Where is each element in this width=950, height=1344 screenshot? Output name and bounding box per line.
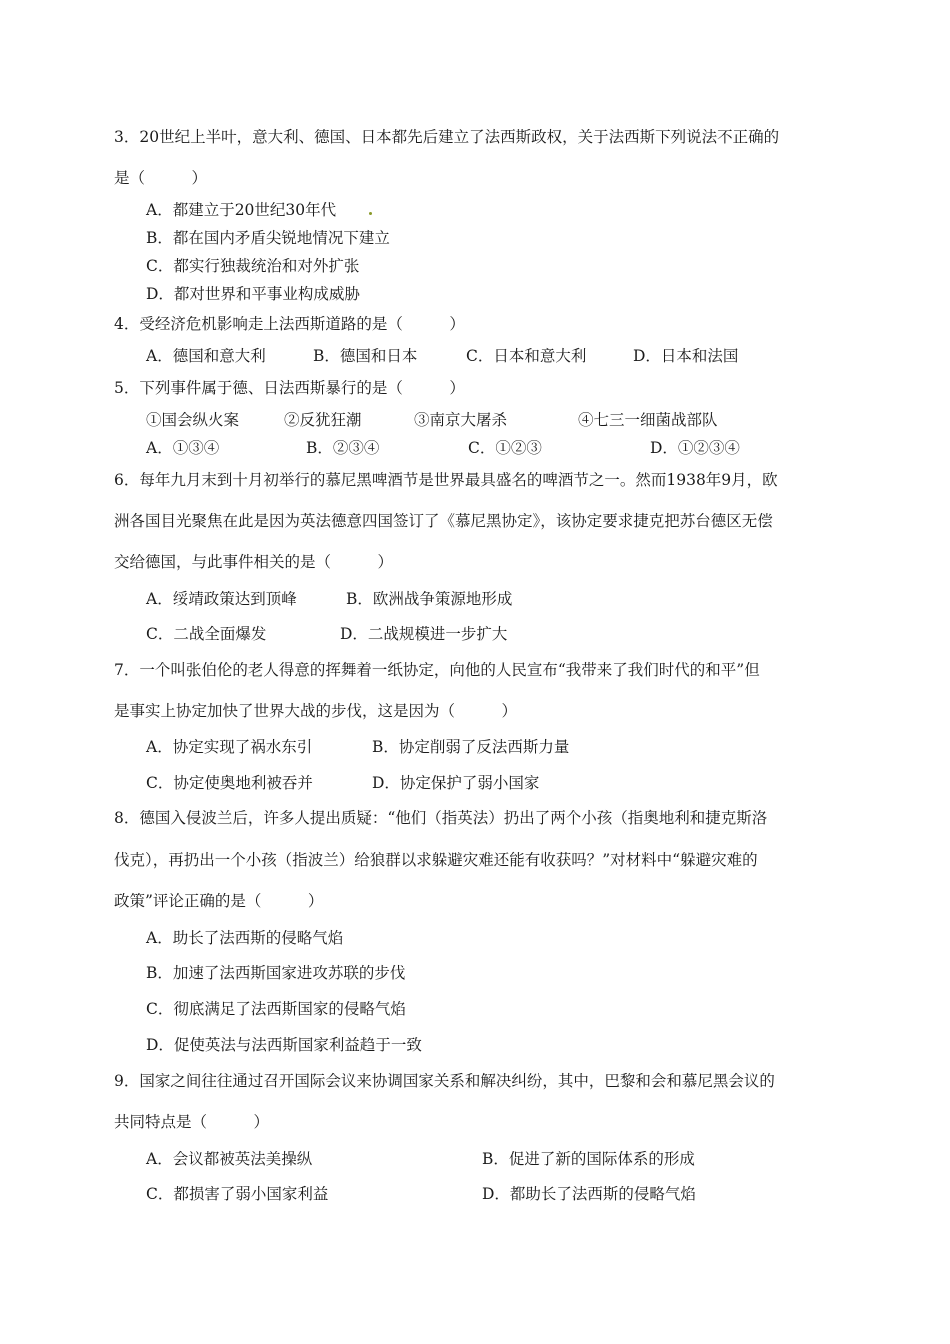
question-8-line-2: 伐克），再扔出一个小孩（指波兰）给狼群以求躲避灾难还能有收获吗？”对材料中“躲避灾难的 xyxy=(114,851,758,869)
question-6-option-d: D．二战规模进一步扩大 xyxy=(340,625,508,643)
question-9-line-2: 共同特点是（ ） xyxy=(114,1113,270,1131)
question-6-line-2: 洲各国目光聚焦在此是因为英法德意四国签订了《慕尼黑协定》，该协定要求捷克把苏台德区无偿 xyxy=(114,512,773,530)
question-9-option-a: A．会议都被英法美操纵 xyxy=(146,1150,313,1168)
question-7-option-c: C．协定使奥地利被吞并 xyxy=(146,774,313,792)
question-3-line-2: 是（ ） xyxy=(114,169,208,187)
question-5-option-b: B．②③④ xyxy=(306,439,380,457)
question-5-line-1: 5．下列事件属于德、日法西斯暴行的是（ ） xyxy=(114,379,465,397)
question-5-item-4: ④七三一细菌战部队 xyxy=(578,411,718,429)
question-8-option-a: A．助长了法西斯的侵略气焰 xyxy=(146,929,344,947)
question-6-option-a: A．绥靖政策达到顶峰 xyxy=(146,590,297,608)
question-6-line-1: 6．每年九月末到十月初举行的慕尼黑啤酒节是世界最具盛名的啤酒节之一。然而1938年9月，欧 xyxy=(114,471,778,489)
question-5-option-c: C．①②③ xyxy=(468,439,542,457)
question-7-option-d: D．协定保护了弱小国家 xyxy=(372,774,540,792)
question-7-line-2: 是事实上协定加快了世界大战的步伐，这是因为（ ） xyxy=(114,702,518,720)
question-4-option-d: D．日本和法国 xyxy=(633,347,739,365)
question-7-option-b: B．协定削弱了反法西斯力量 xyxy=(372,738,570,756)
question-5-option-d: D．①②③④ xyxy=(650,439,740,457)
stray-mark xyxy=(369,212,372,215)
question-6-option-b: B．欧洲战争策源地形成 xyxy=(346,590,513,608)
question-3-line-1: 3．20世纪上半叶，意大利、德国、日本都先后建立了法西斯政权，关于法西斯下列说法不正确的 xyxy=(114,128,780,146)
question-5-item-2: ②反犹狂潮 xyxy=(284,411,362,429)
question-5-item-1: ①国会纵火案 xyxy=(146,411,240,429)
question-8-option-d: D．促使英法与法西斯国家利益趋于一致 xyxy=(146,1036,422,1054)
question-4-line-1: 4．受经济危机影响走上法西斯道路的是（ ） xyxy=(114,315,465,333)
question-4-option-c: C．日本和意大利 xyxy=(466,347,587,365)
question-3-option-d: D．都对世界和平事业构成威胁 xyxy=(146,285,360,303)
question-9-option-b: B．促进了新的国际体系的形成 xyxy=(482,1150,695,1168)
question-8-line-3: 政策”评论正确的是（ ） xyxy=(114,892,324,910)
question-4-option-a: A．德国和意大利 xyxy=(146,347,266,365)
question-5-item-3: ③南京大屠杀 xyxy=(414,411,508,429)
question-5-option-a: A．①③④ xyxy=(146,439,220,457)
question-9-option-d: D．都助长了法西斯的侵略气焰 xyxy=(482,1185,696,1203)
question-6-line-3: 交给德国，与此事件相关的是（ ） xyxy=(114,553,394,571)
question-7-line-1: 7．一个叫张伯伦的老人得意的挥舞着一纸协定，向他的人民宣布“我带来了我们时代的和平”但 xyxy=(114,661,760,679)
question-3-option-a: A．都建立于20世纪30年代 xyxy=(146,201,337,219)
question-7-option-a: A．协定实现了祸水东引 xyxy=(146,738,313,756)
question-8-option-c: C．彻底满足了法西斯国家的侵略气焰 xyxy=(146,1000,406,1018)
question-3-option-b: B．都在国内矛盾尖锐地情况下建立 xyxy=(146,229,390,247)
question-4-option-b: B．德国和日本 xyxy=(313,347,418,365)
question-6-option-c: C．二战全面爆发 xyxy=(146,625,267,643)
question-8-line-1: 8．德国入侵波兰后，许多人提出质疑：“他们（指英法）扔出了两个小孩（指奥地利和捷克斯洛 xyxy=(114,809,768,827)
question-3-option-c: C．都实行独裁统治和对外扩张 xyxy=(146,257,360,275)
question-8-option-b: B．加速了法西斯国家进攻苏联的步伐 xyxy=(146,964,406,982)
question-9-line-1: 9．国家之间往往通过召开国际会议来协调国家关系和解决纠纷，其中，巴黎和会和慕尼黑会议的 xyxy=(114,1072,775,1090)
question-9-option-c: C．都损害了弱小国家利益 xyxy=(146,1185,329,1203)
